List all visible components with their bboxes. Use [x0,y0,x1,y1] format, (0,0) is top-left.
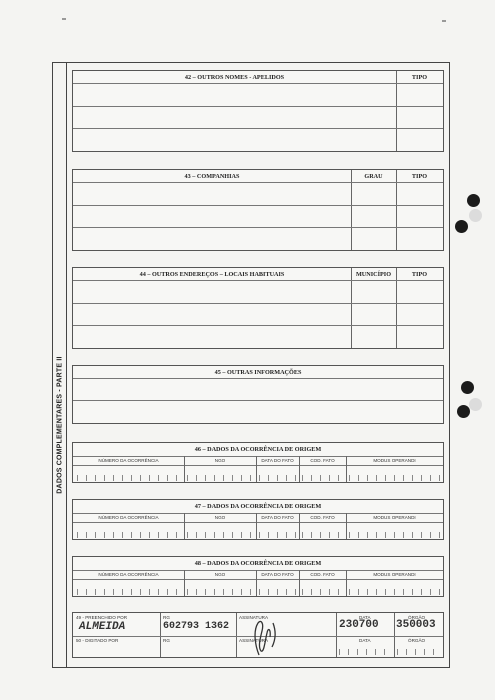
data-label-2: DATA [359,638,371,643]
footer-signatures [72,612,444,658]
section-42-other-names [72,70,444,152]
form-spine [53,63,67,667]
section-44-other-addresses [72,267,444,349]
binder-hole [461,381,474,394]
scan-mark [442,20,446,22]
section-45-title: 45 – OUTRAS INFORMAÇÕES [214,369,302,376]
col-ngo: NGO [214,515,226,520]
col-data-do-fato: DATA DO FATO [261,458,294,463]
ngo-field[interactable] [187,532,253,538]
col-ngo: NGO [214,458,226,463]
section-47-origin-occurrence [72,499,444,540]
col-data-do-fato: DATA DO FATO [261,515,294,520]
spine-title: DADOS COMPLEMENTARES - PARTE II [56,356,64,494]
binder-hole [455,220,468,233]
rg-label: RG [163,615,170,620]
col-numero-ocorrencia: NÚMERO DA OCORRÊNCIA [98,572,159,577]
section-43-col-tipo: TIPO [411,173,428,180]
modus-operandi-field[interactable] [349,589,441,595]
orgao-label-2: ÓRGÃO [408,638,426,643]
section-46-origin-occurrence [72,442,444,483]
scan-mark [62,18,66,20]
section-46-title: 46 – DADOS DA OCORRÊNCIA DE ORIGEM [194,446,322,453]
assinatura-label: ASSINATURA [239,615,269,620]
modus-operandi-field[interactable] [349,532,441,538]
entry-line[interactable] [73,128,443,129]
section-43-col-grau: GRAU [364,173,383,180]
rg-value[interactable]: 602793 1362 [163,621,230,632]
numero-ocorrencia-field[interactable] [77,475,181,481]
entry-line[interactable] [73,303,443,304]
ngo-field[interactable] [187,475,253,481]
data-value[interactable]: 230700 [339,619,379,631]
entry-line[interactable] [73,106,443,107]
section-44-title: 44 – OUTROS ENDEREÇOS – LOCAIS HABITUAIS [139,271,285,278]
preenchido-por-value[interactable]: ALMEIDA [79,621,126,633]
section-44-col-tipo: TIPO [411,271,428,278]
signature-scribble [249,617,283,657]
col-numero-ocorrencia: NÚMERO DA OCORRÊNCIA [98,458,159,463]
section-48-title: 48 – DADOS DA OCORRÊNCIA DE ORIGEM [194,560,322,567]
binder-hole [457,405,470,418]
modus-operandi-field[interactable] [349,475,441,481]
numero-ocorrencia-field[interactable] [77,589,181,595]
col-modus-operandi: MODUS OPERANDI [373,515,416,520]
ngo-field[interactable] [187,589,253,595]
orgao-label: ÓRGÃO [408,615,426,620]
binder-hole [469,398,482,411]
section-44-col-municipio: MUNICÍPIO [355,271,392,278]
orgao-value[interactable]: 350003 [396,619,436,631]
col-ngo: NGO [214,572,226,577]
col-data-do-fato: DATA DO FATO [261,572,294,577]
rg-label-2: RG [163,638,170,643]
section-43-title: 43 – COMPANHIAS [184,173,240,180]
numero-ocorrencia-field[interactable] [77,532,181,538]
binder-hole [467,194,480,207]
data-label: DATA [359,615,371,620]
section-43-companions [72,169,444,251]
entry-line[interactable] [73,227,443,228]
data-do-fato-field[interactable] [259,475,297,481]
entry-line[interactable] [73,325,443,326]
section-48-origin-occurrence [72,556,444,597]
digitado-por-label: 50 - DIGITADO POR [76,638,119,643]
data-do-fato-field[interactable] [259,532,297,538]
cod-fato-field[interactable] [302,532,344,538]
cod-fato-field[interactable] [302,589,344,595]
cod-fato-field[interactable] [302,475,344,481]
data-field-ticks[interactable] [339,649,393,655]
assinatura-label-2: ASSINATURA [239,638,269,643]
preenchido-por-label: 49 - PREENCHIDO POR [76,615,128,620]
section-42-title: 42 – OUTROS NOMES - APELIDOS [184,74,285,81]
section-45-other-info [72,365,444,424]
col-cod-fato: COD. FATO [310,572,335,577]
entry-line[interactable] [73,205,443,206]
section-47-title: 47 – DADOS DA OCORRÊNCIA DE ORIGEM [194,503,322,510]
col-modus-operandi: MODUS OPERANDI [373,458,416,463]
data-do-fato-field[interactable] [259,589,297,595]
col-numero-ocorrencia: NÚMERO DA OCORRÊNCIA [98,515,159,520]
col-cod-fato: COD. FATO [310,458,335,463]
binder-hole [469,209,482,222]
entry-line[interactable] [73,400,443,401]
orgao-field-ticks[interactable] [397,649,441,655]
col-modus-operandi: MODUS OPERANDI [373,572,416,577]
col-cod-fato: COD. FATO [310,515,335,520]
section-42-col-tipo: TIPO [411,74,428,81]
